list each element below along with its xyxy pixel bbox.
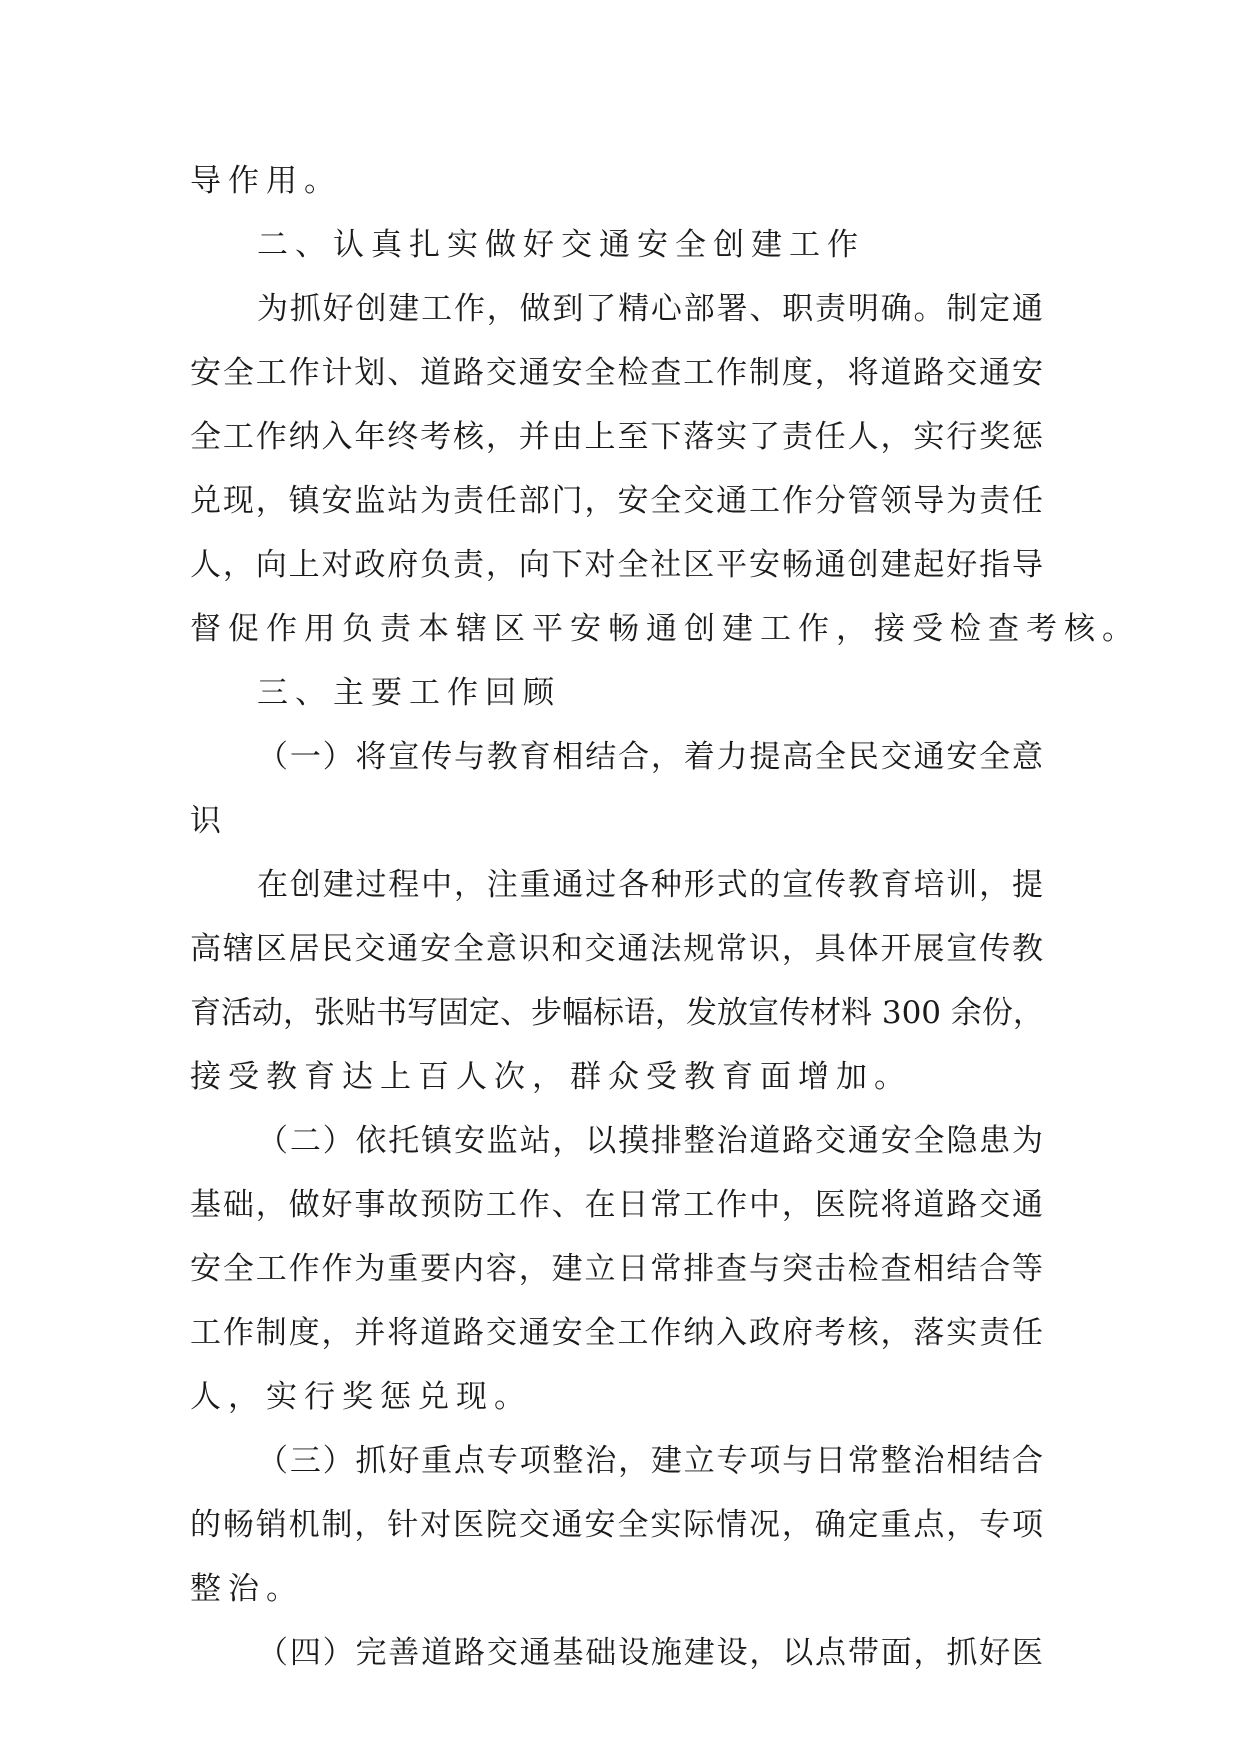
line-text: 整治。: [190, 1571, 304, 1607]
paragraph-line: [0, 406, 1241, 468]
subsection-heading: [0, 1430, 1241, 1492]
line-text: 育活动，张贴书写固定、步幅标语，发放宣传材料 300 余份，: [190, 995, 1044, 1031]
line-text: 督促作用负责本辖区平安畅通创建工作，接受检查考核。: [190, 611, 1140, 647]
line-text: 三、主要工作回顾: [257, 675, 561, 711]
paragraph-line: [0, 598, 1241, 660]
line-text: 安全工作计划、道路交通安全检查工作制度，将道路交通安: [190, 355, 1043, 391]
section-heading: [0, 662, 1241, 724]
line-text: 的畅销机制，针对医院交通安全实际情况，确定重点，专项: [190, 1507, 1043, 1543]
paragraph-line: [0, 1174, 1241, 1236]
line-text: 全工作纳入年终考核，并由上至下落实了责任人，实行奖惩: [190, 419, 1043, 455]
paragraph-line: [0, 1302, 1241, 1364]
line-text: （一）将宣传与教育相结合，着力提高全民交通安全意: [257, 739, 1043, 775]
paragraph-line: [0, 918, 1241, 980]
line-text: 高辖区居民交通安全意识和交通法规常识，具体开展宣传教: [190, 931, 1043, 967]
line-text: 为抓好创建工作，做到了精心部署、职责明确。制定通: [257, 291, 1043, 327]
line-text: 导作用。: [190, 163, 342, 199]
paragraph-line: [0, 278, 1241, 340]
paragraph-line: [0, 534, 1241, 596]
line-text: （二）依托镇安监站，以摸排整治道路交通安全隐患为: [257, 1123, 1043, 1159]
line-text: 基础，做好事故预防工作、在日常工作中，医院将道路交通: [190, 1187, 1043, 1223]
line-text: 人，实行奖惩兑现。: [190, 1379, 532, 1415]
paragraph-line: [0, 1558, 1241, 1620]
paragraph-line: [0, 342, 1241, 404]
subsection-heading: [0, 726, 1241, 788]
line-text: 二、认真扎实做好交通安全创建工作: [257, 227, 865, 263]
line-text: 在创建过程中，注重通过各种形式的宣传教育培训，提: [257, 867, 1043, 903]
paragraph-line: [0, 150, 1241, 212]
line-text: 安全工作作为重要内容，建立日常排查与突击检查相结合等: [190, 1251, 1043, 1287]
subsection-heading: [0, 790, 1241, 852]
line-text: （四）完善道路交通基础设施建设，以点带面，抓好医: [257, 1635, 1043, 1671]
subsection-heading: [0, 1622, 1241, 1684]
paragraph-line: [0, 470, 1241, 532]
paragraph-line: [0, 1046, 1241, 1108]
paragraph-line: [0, 1494, 1241, 1556]
line-text: 兑现，镇安监站为责任部门，安全交通工作分管领导为责任: [190, 483, 1043, 519]
line-text: 工作制度，并将道路交通安全工作纳入政府考核，落实责任: [190, 1315, 1043, 1351]
paragraph-line: [0, 982, 1241, 1044]
line-text: 人，向上对政府负责，向下对全社区平安畅通创建起好指导: [190, 547, 1043, 583]
line-text: 接受教育达上百人次，群众受教育面增加。: [190, 1059, 912, 1095]
paragraph-line: [0, 1238, 1241, 1300]
line-text: （三）抓好重点专项整治，建立专项与日常整治相结合: [257, 1443, 1043, 1479]
line-text: 识: [190, 803, 228, 839]
paragraph-line: [0, 1366, 1241, 1428]
paragraph-line: [0, 854, 1241, 916]
section-heading: [0, 214, 1241, 276]
subsection-heading: [0, 1110, 1241, 1172]
